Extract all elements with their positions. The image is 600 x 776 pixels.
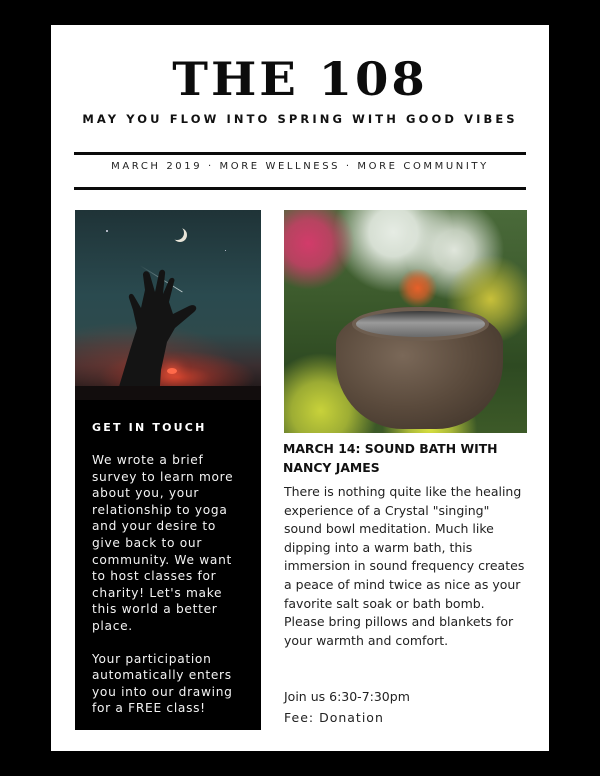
contact-paragraph: Your participation automatically enters you into our drawing for a FREE class! <box>92 651 233 716</box>
event-time: Join us 6:30-7:30pm <box>284 689 410 704</box>
hand-silhouette <box>75 210 261 400</box>
divider-top <box>74 152 526 155</box>
get-in-touch-box <box>75 400 261 730</box>
divider-bottom <box>74 187 526 190</box>
night-sky-photo <box>75 210 261 400</box>
newsletter-title: THE 108 <box>172 53 428 107</box>
contact-body <box>92 452 244 717</box>
event-heading: MARCH 14: SOUND BATH WITH NANCY JAMES <box>283 441 498 475</box>
contact-heading: GET IN TOUCH <box>92 421 207 434</box>
event-fee: Fee: Donation <box>284 709 384 725</box>
event-description: There is nothing quite like the healing experience of a Crystal "singing" sound bowl meditation. Much like dipping into a warm bath, this immersion in sound frequency creates a peace of mind twice as nice as your favorite salt soak or bath bomb. Please bring pillows and blankets for your warmth and comfort. <box>284 484 525 648</box>
newsletter-page <box>51 25 549 751</box>
newsletter-tagline: MAY YOU FLOW INTO SPRING WITH GOOD VIBES <box>82 112 518 126</box>
event-details <box>284 687 529 728</box>
issue-line: MARCH 2019 · MORE WELLNESS · MORE COMMUNITY <box>111 161 489 172</box>
bowl-water <box>352 307 489 341</box>
contact-paragraph: We wrote a brief survey to learn more about you, your relationship to yoga and your desire to give back to our community. We want to host classes for charity! Let's make this world a better place. <box>92 453 234 633</box>
garden-bowl-photo <box>284 210 527 433</box>
